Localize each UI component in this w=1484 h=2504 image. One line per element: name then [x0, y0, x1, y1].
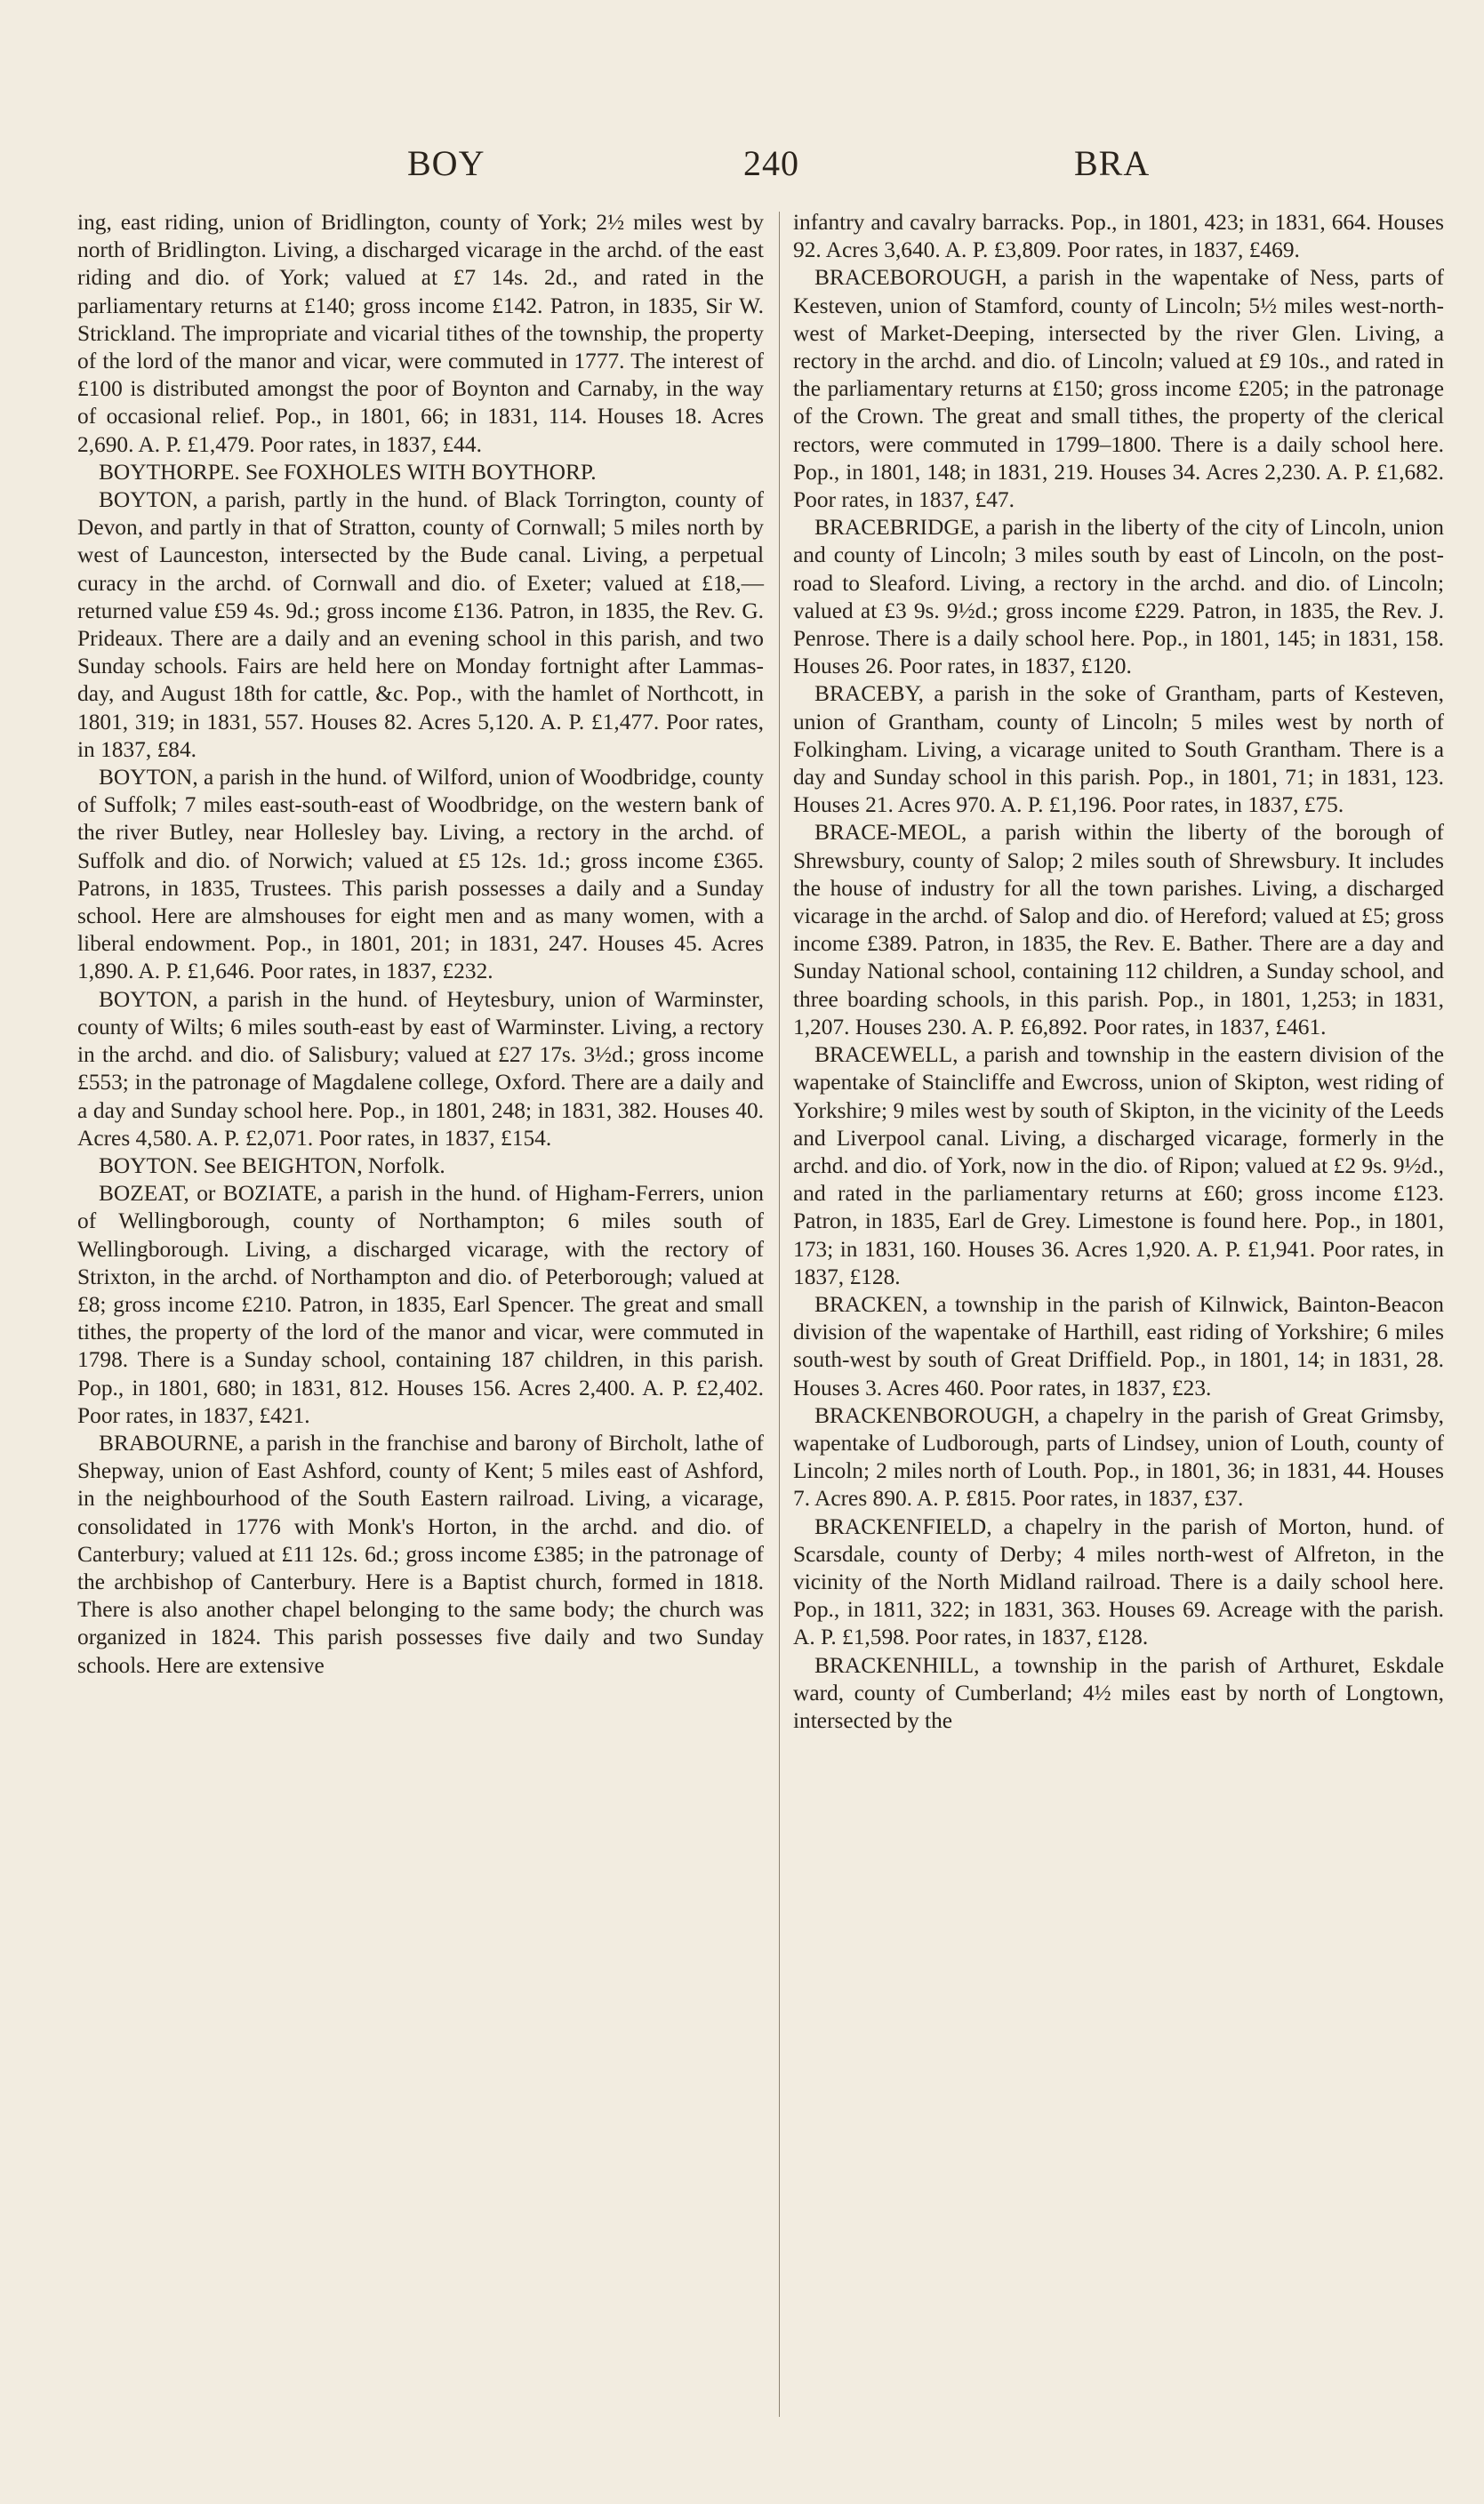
- entry-continued: infantry and cavalry barracks. Pop., in 1801, 423; in 1831, 664. Houses 92. Acres 3,640. A. P. £3,809. Poor rates, in 1837, £469.: [793, 210, 1444, 263]
- entry: BRACEBY, a parish in the soke of Grantham, parts of Kesteven, union of Grantham, county of Lincoln; 5 miles west by north of Folkingham. Living, a vicarage united to South Grantham. There is a day and Sunday school in this parish. Pop., in 1801, 71; in 1831, 123. Houses 21. Acres 970. A. P. £1,196. Poor rates, in 1837, £75.: [793, 681, 1444, 818]
- entry: BRACEWELL, a parish and township in the eastern division of the wapentake of Staincliffe and Ewcross, union of Skipton, west riding of Yorkshire; 9 miles west by south of Skipton, in the vicinity of the Leeds and Liverpool canal. Living, a discharged vicarage, formerly in the archd. and dio. of York, now in the dio. of Ripon; valued at £2 9s. 9½d., and rated in the parliamentary returns at £60; gross income £123. Patron, in 1835, Earl de Grey. Limestone is found here. Pop., in 1801, 173; in 1831, 160. Houses 36. Acres 1,920. A. P. £1,941. Poor rates, in 1837, £128.: [793, 1042, 1444, 1289]
- entry: BOYTON, a parish in the hund. of Wilford, union of Woodbridge, county of Suffolk; 7 miles east-south-east of Woodbridge, on the western bank of the river Butley, near Hollesley bay. Living, a rectory in the archd. of Suffolk and dio. of Norwich; valued at £5 12s. 1d.; gross income £365. Patrons, in 1835, Trustees. This parish possesses a daily and a Sunday school. Here are almshouses for eight men and as many women, with a liberal endowment. Pop., in 1801, 201; in 1831, 247. Houses 45. Acres 1,890. A. P. £1,646. Poor rates, in 1837, £232.: [77, 765, 764, 984]
- entry: BRACKENFIELD, a chapelry in the parish of Morton, hund. of Scarsdale, county of Derby; 4 miles north-west of Alfreton, in the vicinity of the North Midland railroad. There is a daily school here. Pop., in 1811, 322; in 1831, 363. Houses 69. Acreage with the parish. A. P. £1,598. Poor rates, in 1837, £128.: [793, 1513, 1444, 1650]
- running-header: [0, 142, 1484, 196]
- page-number: 240: [743, 143, 799, 183]
- entry: BOZEAT, or BOZIATE, a parish in the hund. of Higham-Ferrers, union of Wellingborough, county of Northampton; 6 miles south of Wellingborough. Living, a discharged vicarage, with the rectory of Strixton, in the archd. of Northampton and dio. of Peterborough; valued at £8; gross income £210. Patron, in 1835, Earl Spencer. The great and small tithes, the property of the lord of the manor and vicar, were commuted in 1798. There is a Sunday school, containing 187 children, in this parish. Pop., in 1801, 680; in 1831, 812. Houses 156. Acres 2,400. A. P. £2,402. Poor rates, in 1837, £421.: [77, 1181, 764, 1428]
- column-divider: [779, 212, 780, 2417]
- entry: BRACEBRIDGE, a parish in the liberty of the city of Lincoln, union and county of Lincoln; 3 miles south by east of Lincoln, on the post-road to Sleaford. Living, a rectory in the archd. and dio. of Lincoln; valued at £3 9s. 9½d.; gross income £229. Patron, in 1835, the Rev. J. Penrose. There is a daily school here. Pop., in 1801, 145; in 1831, 158. Houses 26. Poor rates, in 1837, £120.: [793, 515, 1444, 679]
- entry: BRACE-MEOL, a parish within the liberty of the borough of Shrewsbury, county of Salop; 2 miles south of Shrewsbury. It includes the house of industry for all the town parishes. Living, a discharged vicarage in the archd. of Salop and dio. of Hereford; valued at £5; gross income £389. Patron, in 1835, the Rev. E. Bather. There are a day and Sunday National school, containing 112 children, a Sunday school, and three boarding schools, in this parish. Pop., in 1801, 1,253; in 1831, 1,207. Houses 230. A. P. £6,892. Poor rates, in 1837, £461.: [793, 820, 1444, 1039]
- entry: BOYTHORPE. See FOXHOLES WITH BOYTHORP.: [99, 459, 597, 485]
- entry: BOYTON, a parish, partly in the hund. of Black Torrington, county of Devon, and partly in that of Stratton, county of Cornwall; 5 miles north by west of Launceston, intersected by the Bude canal. Living, a perpetual curacy in the archd. of Cornwall and dio. of Exeter; valued at £18,—returned value £59 4s. 9d.; gross income £136. Patron, in 1835, the Rev. G. Prideaux. There are a daily and an evening school in this parish, and two Sunday schools. Fairs are held here on Monday fortnight after Lammas-day, and August 18th for cattle, &c. Pop., with the hamlet of Northcott, in 1801, 319; in 1831, 557. Houses 82. Acres 5,120. A. P. £1,477. Poor rates, in 1837, £84.: [77, 487, 764, 762]
- entry: BRACEBOROUGH, a parish in the wapentake of Ness, parts of Kesteven, union of Stamford, county of Lincoln; 5½ miles west-north-west of Market-Deeping, intersected by the river Glen. Living, a rectory in the archd. and dio. of Lincoln; valued at £9 10s., and rated in the parliamentary returns at £150; gross income £205; in the patronage of the Crown. The great and small tithes, the property of the clerical rectors, were commuted in 1799–1800. There is a daily school here. Pop., in 1801, 148; in 1831, 219. Houses 34. Acres 2,230. A. P. £1,682. Poor rates, in 1837, £47.: [793, 265, 1444, 513]
- header-right-catchword: BRA: [1074, 143, 1151, 183]
- entry-continued: ing, east riding, union of Bridlington, county of York; 2½ miles west by north of Bridlington. Living, a discharged vicarage in the archd. of the east riding and dio. of York; valued at £7 14s. 2d., and rated in the parliamentary returns at £140; gross income £142. Patron, in 1835, Sir W. Strickland. The impropriate and vicarial tithes of the township, the property of the lord of the manor and vicar, were commuted in 1777. The interest of £100 is distributed amongst the poor of Boynton and Carnaby, in the way of occasional relief. Pop., in 1801, 66; in 1831, 114. Houses 18. Acres 2,690. A. P. £1,479. Poor rates, in 1837, £44.: [77, 210, 764, 457]
- entry: BOYTON. See BEIGHTON, Norfolk.: [99, 1152, 445, 1178]
- entry: BRACKENBOROUGH, a chapelry in the parish of Great Grimsby, wapentake of Ludborough, parts of Lindsey, union of Louth, county of Lincoln; 2 miles north of Louth. Pop., in 1801, 36; in 1831, 44. Houses 7. Acres 890. A. P. £815. Poor rates, in 1837, £37.: [793, 1402, 1444, 1512]
- entry: BRABOURNE, a parish in the franchise and barony of Bircholt, lathe of Shepway, union of East Ashford, county of Kent; 5 miles east of Ashford, in the neighbourhood of the South Eastern railroad. Living, a vicarage, consolidated in 1776 with Monk's Horton, in the archd. and dio. of Canterbury; valued at £11 12s. 6d.; gross income £385; in the patronage of the archbishop of Canterbury. Here is a Baptist church, formed in 1818. There is also another chapel belonging to the same body; the church was organized in 1824. This parish possesses five daily and two Sunday schools. Here are extensive: [77, 1430, 764, 1678]
- entry: BOYTON, a parish in the hund. of Heytesbury, union of Warminster, county of Wilts; 6 miles south-east by east of Warminster. Living, a rectory in the archd. and dio. of Salisbury; valued at £27 17s. 3½d.; gross income £553; in the patronage of Magdalene college, Oxford. There are a daily and a day and Sunday school here. Pop., in 1801, 248; in 1831, 382. Houses 40. Acres 4,580. A. P. £2,071. Poor rates, in 1837, £154.: [77, 986, 764, 1151]
- right-column: [793, 209, 1444, 1735]
- entry: BRACKENHILL, a township in the parish of Arthuret, Eskdale ward, county of Cumberland; 4½ miles east by north of Longtown, intersected by the: [793, 1652, 1444, 1733]
- entry: BRACKEN, a township in the parish of Kilnwick, Bainton-Beacon division of the wapentake of Harthill, east riding of Yorkshire; 6 miles south-west by south of Great Driffield. Pop., in 1801, 14; in 1831, 28. Houses 3. Acres 460. Poor rates, in 1837, £23.: [793, 1291, 1444, 1400]
- left-column: [77, 209, 764, 1680]
- header-left-catchword: BOY: [407, 143, 485, 183]
